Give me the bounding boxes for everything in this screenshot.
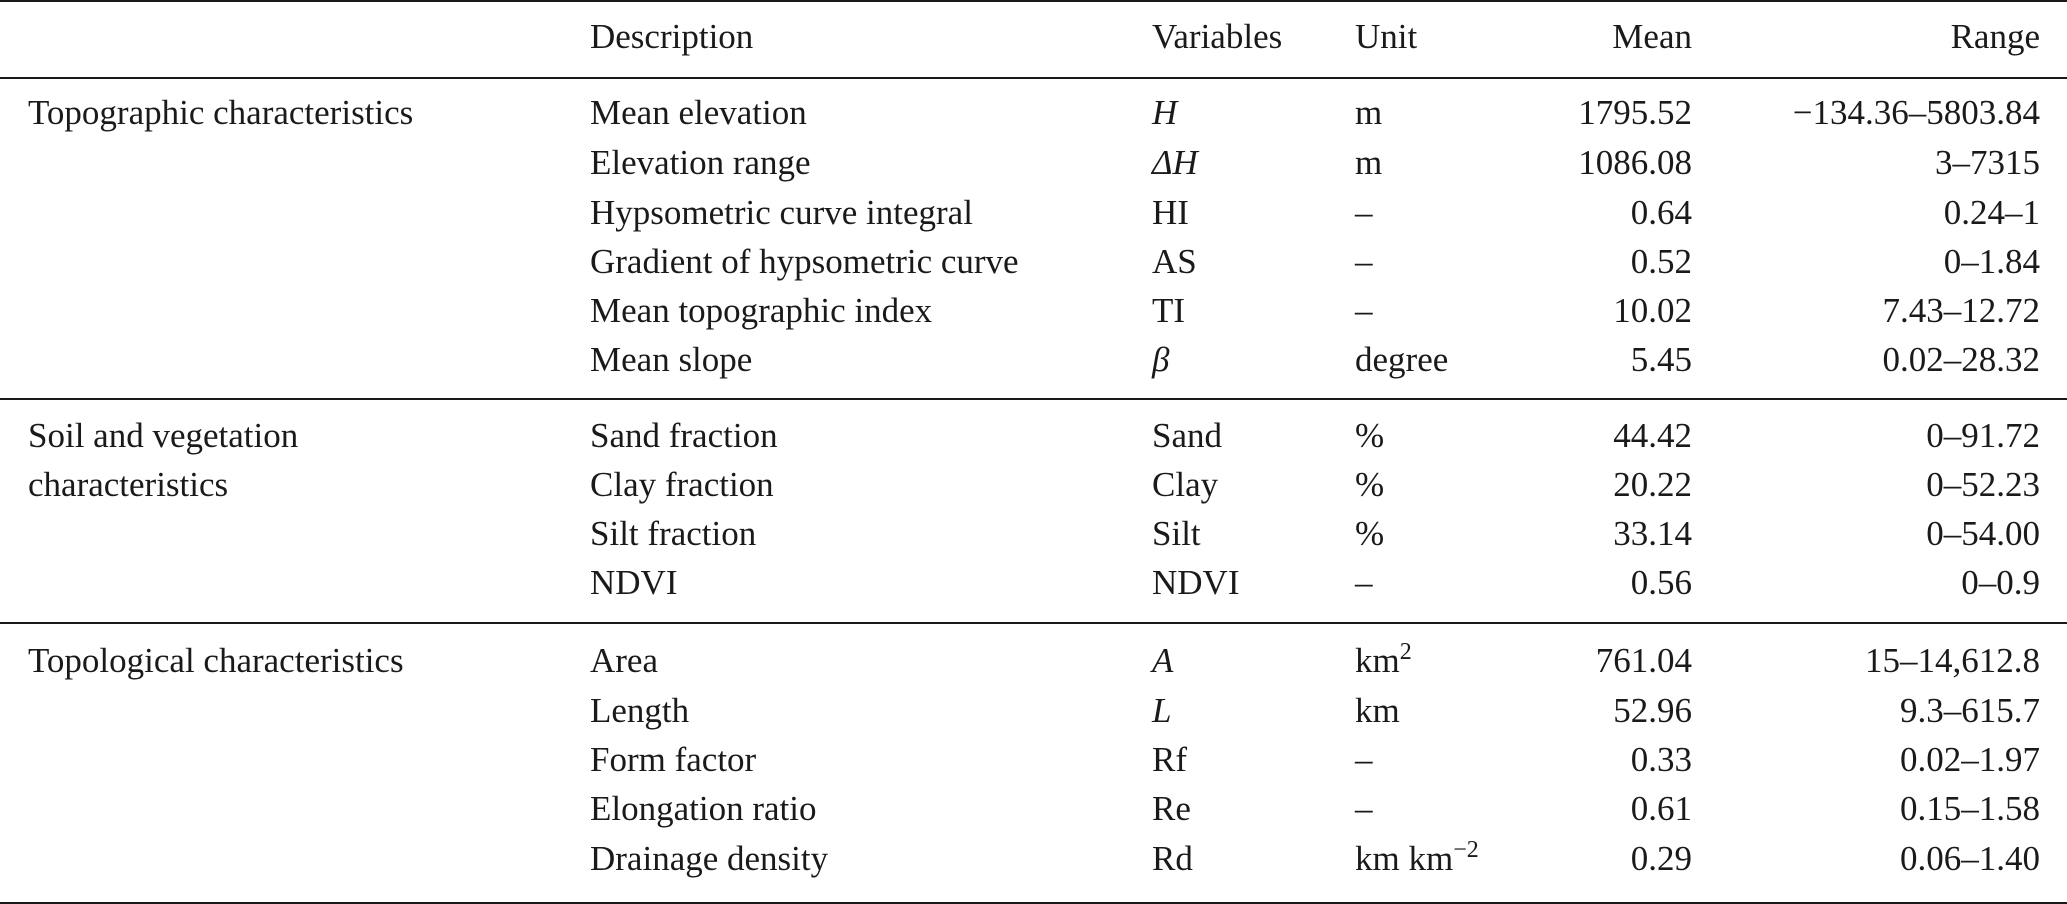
- row-unit: –: [1355, 242, 1373, 281]
- row-variable: Rd: [1152, 839, 1193, 878]
- row-description: Area: [590, 641, 659, 680]
- group-label-topographic: Topographic characteristics: [28, 93, 414, 132]
- row-mean: 20.22: [1613, 465, 1692, 504]
- row-unit: %: [1355, 416, 1385, 455]
- top-rule: [0, 0, 2067, 2]
- row-mean: 44.42: [1613, 416, 1692, 455]
- row-variable: Silt: [1152, 514, 1201, 553]
- row-variable: L: [1152, 691, 1172, 730]
- row-variable: β: [1152, 340, 1170, 379]
- row-variable: A: [1152, 641, 1174, 680]
- row-range: 0–54.00: [1926, 514, 2040, 553]
- row-description: Silt fraction: [590, 514, 757, 553]
- row-description: Hypsometric curve integral: [590, 193, 973, 232]
- row-description: Drainage density: [590, 839, 829, 878]
- header-range: Range: [1950, 17, 2040, 56]
- row-mean: 33.14: [1613, 514, 1692, 553]
- row-mean: 761.04: [1595, 641, 1692, 680]
- row-description: Sand fraction: [590, 416, 778, 455]
- row-mean: 1795.52: [1578, 93, 1692, 132]
- row-mean: 0.61: [1630, 789, 1692, 828]
- group-divider-1: [0, 398, 2067, 400]
- row-variable: H: [1152, 93, 1178, 132]
- row-variable: AS: [1152, 242, 1197, 281]
- header-mean: Mean: [1612, 17, 1692, 56]
- row-description: Mean slope: [590, 340, 753, 379]
- row-range: 0.06–1.40: [1900, 839, 2040, 878]
- row-unit: %: [1355, 465, 1385, 504]
- row-range: 0–1.84: [1943, 242, 2040, 281]
- row-mean: 10.02: [1613, 291, 1692, 330]
- header-rule: [0, 77, 2067, 79]
- row-range: 0.02–28.32: [1882, 340, 2040, 379]
- row-description: Form factor: [590, 740, 757, 779]
- group-divider-2: [0, 622, 2067, 624]
- row-unit: km: [1355, 691, 1400, 730]
- row-unit: degree: [1355, 340, 1449, 379]
- row-range: 0.15–1.58: [1900, 789, 2040, 828]
- row-mean: 0.29: [1630, 839, 1692, 878]
- unit-exponent: −2: [1453, 836, 1479, 863]
- row-variable: Sand: [1152, 416, 1222, 455]
- row-variable: TI: [1152, 291, 1186, 330]
- row-unit: m: [1355, 143, 1383, 182]
- row-description: Gradient of hypsometric curve: [590, 242, 1019, 281]
- row-variable: NDVI: [1152, 563, 1240, 602]
- row-mean: 5.45: [1630, 340, 1692, 379]
- row-range: 3–7315: [1935, 143, 2040, 182]
- row-description: Elongation ratio: [590, 789, 817, 828]
- row-unit: –: [1355, 740, 1373, 779]
- header-unit: Unit: [1355, 17, 1418, 56]
- row-variable: Rf: [1152, 740, 1187, 779]
- row-variable: HI: [1152, 193, 1189, 232]
- row-unit: m: [1355, 93, 1383, 132]
- unit-exponent: 2: [1399, 638, 1412, 665]
- row-unit: [1355, 834, 1479, 884]
- group-label-topological: Topological characteristics: [28, 641, 404, 680]
- unit-base: km km: [1355, 839, 1454, 878]
- row-description: Clay fraction: [590, 465, 774, 504]
- row-unit: –: [1355, 789, 1373, 828]
- row-mean: 0.64: [1630, 193, 1692, 232]
- row-mean: 0.33: [1630, 740, 1692, 779]
- row-range: 0.24–1: [1943, 193, 2040, 232]
- group-label-soil-vegetation-line2: characteristics: [28, 465, 229, 504]
- row-range: 7.43–12.72: [1882, 291, 2040, 330]
- row-description: Elevation range: [590, 143, 811, 182]
- row-unit: –: [1355, 193, 1373, 232]
- row-mean: 0.56: [1630, 563, 1692, 602]
- row-range: 0–0.9: [1961, 563, 2040, 602]
- header-variables: Variables: [1152, 17, 1283, 56]
- row-mean: 52.96: [1613, 691, 1692, 730]
- row-mean: 1086.08: [1578, 143, 1692, 182]
- unit-base: km: [1355, 641, 1400, 680]
- row-description: NDVI: [590, 563, 678, 602]
- row-unit: –: [1355, 291, 1373, 330]
- row-mean: 0.52: [1630, 242, 1692, 281]
- row-range: 0–52.23: [1926, 465, 2040, 504]
- row-unit: –: [1355, 563, 1373, 602]
- row-unit: %: [1355, 514, 1385, 553]
- row-description: Mean topographic index: [590, 291, 933, 330]
- row-unit: [1355, 636, 1412, 686]
- row-range: −134.36–5803.84: [1792, 93, 2040, 132]
- row-description: Mean elevation: [590, 93, 807, 132]
- header-description: Description: [590, 17, 754, 56]
- row-range: 0.02–1.97: [1900, 740, 2040, 779]
- row-range: 9.3–615.7: [1900, 691, 2040, 730]
- row-variable: Clay: [1152, 465, 1219, 504]
- row-range: 0–91.72: [1926, 416, 2040, 455]
- row-range: 15–14,612.8: [1865, 641, 2040, 680]
- group-label-soil-vegetation-line1: Soil and vegetation: [28, 416, 299, 455]
- row-variable: ΔH: [1152, 143, 1198, 182]
- row-variable: Re: [1152, 789, 1191, 828]
- row-description: Length: [590, 691, 690, 730]
